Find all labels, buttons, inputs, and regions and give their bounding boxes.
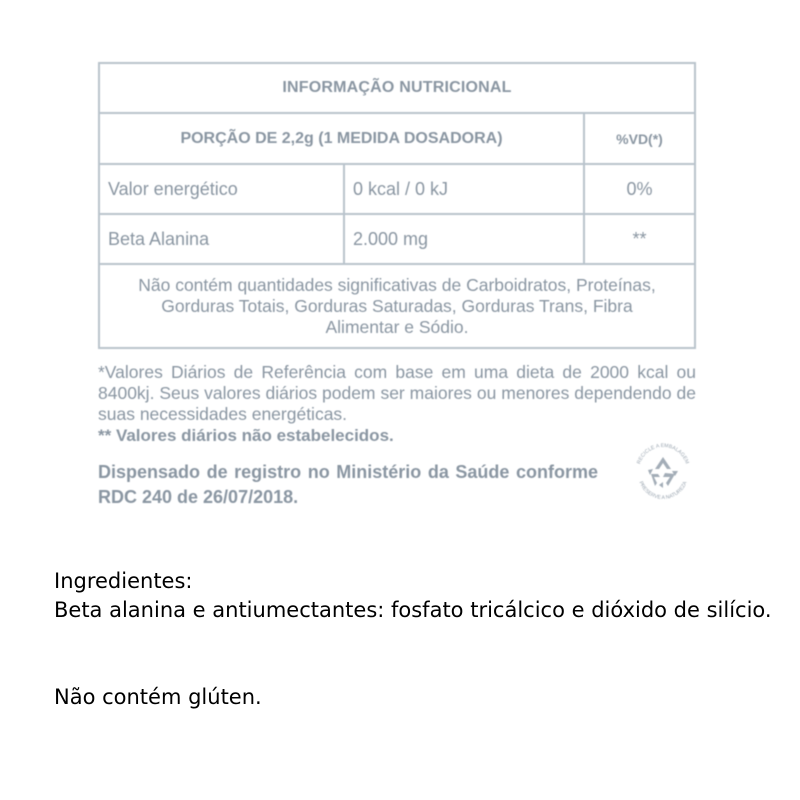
nutrient-vd: ** [632, 228, 647, 249]
portion-row [100, 114, 694, 165]
ingredients-section [54, 567, 774, 625]
ingredients-text: Beta alanina e antiumectantes: fosfato tricálcico e dióxido de silício. [54, 598, 772, 622]
not-established-footnote: ** Valores diários não estabelecidos. [98, 426, 394, 445]
daily-values-footnote: *Valores Diários de Referência com base em uma dieta de 2000 kcal ou 8400kj. Seus valores diários podem ser maiores ou menores dependendo de suas necessidades energéticas. [98, 362, 696, 424]
nutrition-table [98, 62, 696, 349]
ingredients-heading: Ingredientes: [54, 569, 193, 593]
svg-text:PRESERVE A NATUREZA [637, 480, 688, 501]
registry-notice: Dispensado de registro no Ministério da Saúde conforme RDC 240 de 26/07/2018. [98, 462, 598, 507]
table-note-row [100, 265, 694, 347]
recycle-icon [630, 438, 696, 504]
gluten-notice: Não contém glúten. [54, 685, 262, 709]
table-row [100, 215, 694, 265]
seal-top-text: RECICLE A EMBALAGEM [636, 442, 690, 465]
nutrient-amount: 2.000 mg [345, 215, 585, 263]
seal-bottom-text: PRESERVE A NATUREZA [637, 480, 689, 502]
table-title: INFORMAÇÃO NUTRICIONAL [282, 79, 512, 96]
table-row [100, 165, 694, 215]
vd-header: %VD(*) [616, 130, 663, 147]
nutrient-amount: 0 kcal / 0 kJ [345, 165, 585, 213]
recycle-arrows-icon [648, 457, 678, 488]
table-note: Não contém quantidades significativas de Carboidratos, Proteínas, Gorduras Totais, Gorduras Saturadas, Gorduras Trans, Fibra Alimentar e Sódio. [138, 274, 656, 337]
table-title-row [100, 64, 694, 114]
nutrient-name: Valor energético [100, 165, 345, 213]
portion-label: PORÇÃO DE 2,2g (1 MEDIDA DOSADORA) [100, 114, 585, 163]
nutrient-name: Beta Alanina [100, 215, 345, 263]
nutrient-vd: 0% [626, 178, 653, 199]
